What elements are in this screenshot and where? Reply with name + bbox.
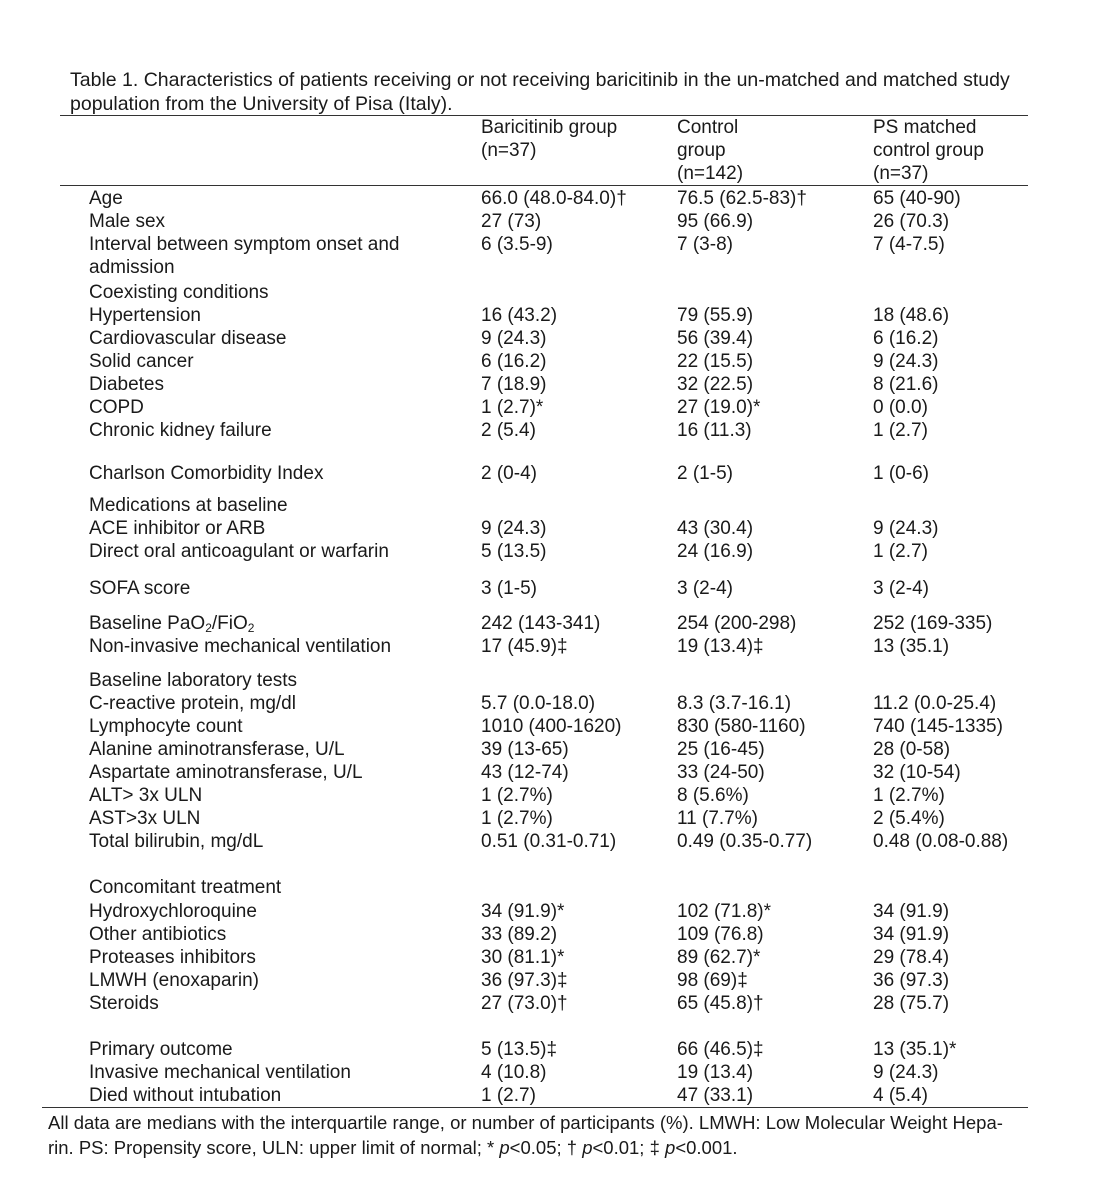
cell-control: 56 (39.4) bbox=[677, 328, 754, 349]
table-row bbox=[0, 900, 1098, 923]
table-row bbox=[0, 281, 1098, 304]
table-row bbox=[0, 187, 1098, 210]
cell-baricitinib: 1 (2.7%) bbox=[481, 785, 553, 806]
table-caption: Table 1. Characteristics of patients receiving or not receiving baricitinib in the un-matched and matched study population from the University of Pisa (Italy). bbox=[70, 69, 1010, 115]
cell-control: 89 (62.7)* bbox=[677, 947, 761, 968]
cell-control: 8 (5.6%) bbox=[677, 785, 749, 806]
cell-baricitinib: 1 (2.7%) bbox=[481, 808, 553, 829]
cell-control: 76.5 (62.5-83)† bbox=[677, 188, 807, 209]
cell-baricitinib: 43 (12-74) bbox=[481, 762, 569, 783]
row-label: Invasive mechanical ventilation bbox=[89, 1062, 351, 1083]
table-bottom-rule bbox=[42, 1107, 1028, 1108]
row-label bbox=[89, 612, 254, 635]
row-label: Lymphocyte count bbox=[89, 716, 243, 737]
table-row bbox=[0, 807, 1098, 830]
row-label: Chronic kidney failure bbox=[89, 420, 272, 441]
cell-baricitinib: 1010 (400-1620) bbox=[481, 716, 622, 737]
table-row bbox=[0, 635, 1098, 658]
cell-ps-matched: 3 (2-4) bbox=[873, 578, 929, 599]
cell-ps-matched: 7 (4-7.5) bbox=[873, 234, 945, 255]
cell-control: 254 (200-298) bbox=[677, 613, 797, 634]
footnote-line-1: All data are medians with the interquartile range, or number of participants (%). LMWH: Low Molecular Weight Hepa- bbox=[48, 1112, 1003, 1133]
table-row bbox=[0, 715, 1098, 738]
cell-ps-matched: 36 (97.3) bbox=[873, 970, 950, 991]
table-row bbox=[0, 692, 1098, 715]
cell-control: 25 (16-45) bbox=[677, 739, 765, 760]
cell-baricitinib: 33 (89.2) bbox=[481, 924, 558, 945]
table-row bbox=[0, 876, 1098, 899]
table-row bbox=[0, 327, 1098, 350]
row-label: SOFA score bbox=[89, 578, 191, 599]
footnote-p: p bbox=[665, 1137, 676, 1158]
cell-ps-matched: 11.2 (0.0-25.4) bbox=[873, 693, 997, 714]
table-row bbox=[0, 669, 1098, 692]
table-row bbox=[0, 350, 1098, 373]
cell-ps-matched: 1 (0-6) bbox=[873, 463, 929, 484]
table-row bbox=[0, 612, 1098, 635]
row-label: Aspartate aminotransferase, U/L bbox=[89, 762, 363, 783]
cell-baricitinib: 0.51 (0.31-0.71) bbox=[481, 831, 617, 852]
row-label: Concomitant treatment bbox=[89, 877, 282, 898]
row-label: AST>3x ULN bbox=[89, 808, 201, 829]
cell-baricitinib: 4 (10.8) bbox=[481, 1062, 547, 1083]
cell-baricitinib: 2 (0-4) bbox=[481, 463, 537, 484]
cell-baricitinib: 242 (143-341) bbox=[481, 613, 601, 634]
row-label: C-reactive protein, mg/dl bbox=[89, 693, 296, 714]
subscript: 2 bbox=[205, 621, 212, 635]
cell-ps-matched: 8 (21.6) bbox=[873, 374, 939, 395]
cell-ps-matched: 34 (91.9) bbox=[873, 924, 950, 945]
table-row bbox=[0, 1084, 1098, 1107]
footnote-text: rin. PS: Propensity score, ULN: upper limit of normal; * bbox=[48, 1137, 500, 1158]
cell-baricitinib: 9 (24.3) bbox=[481, 328, 547, 349]
cell-ps-matched: 9 (24.3) bbox=[873, 1062, 939, 1083]
cell-control: 79 (55.9) bbox=[677, 305, 754, 326]
table-row bbox=[0, 210, 1098, 233]
row-label: Baseline laboratory tests bbox=[89, 670, 298, 691]
table-row bbox=[0, 830, 1098, 853]
cell-ps-matched: 6 (16.2) bbox=[873, 328, 939, 349]
cell-baricitinib: 9 (24.3) bbox=[481, 518, 547, 539]
cell-baricitinib: 1 (2.7) bbox=[481, 1085, 536, 1106]
row-label: Cardiovascular disease bbox=[89, 328, 287, 349]
cell-baricitinib: 36 (97.3)‡ bbox=[481, 970, 568, 991]
cell-ps-matched: 26 (70.3) bbox=[873, 211, 950, 232]
row-label: Solid cancer bbox=[89, 351, 194, 372]
subscript: 2 bbox=[247, 621, 255, 635]
row-label: Alanine aminotransferase, U/L bbox=[89, 739, 345, 760]
cell-control: 66 (46.5)‡ bbox=[677, 1039, 764, 1060]
table-row bbox=[0, 304, 1098, 327]
row-label: Hydroxychloroquine bbox=[89, 901, 257, 922]
table-row bbox=[0, 373, 1098, 396]
row-label: Steroids bbox=[89, 993, 159, 1014]
cell-ps-matched: 18 (48.6) bbox=[873, 305, 950, 326]
row-label: Hypertension bbox=[89, 305, 201, 326]
row-label: ALT> 3x ULN bbox=[89, 785, 203, 806]
cell-control: 24 (16.9) bbox=[677, 541, 754, 562]
cell-ps-matched: 13 (35.1)* bbox=[873, 1039, 957, 1060]
row-label-part: /FiO bbox=[211, 613, 248, 634]
cell-ps-matched: 1 (2.7) bbox=[873, 420, 928, 441]
table-row bbox=[0, 992, 1098, 1015]
cell-baricitinib: 16 (43.2) bbox=[481, 305, 558, 326]
header-ps-line: PS matched bbox=[873, 117, 977, 138]
cell-ps-matched: 9 (24.3) bbox=[873, 351, 939, 372]
row-label: Coexisting conditions bbox=[89, 282, 269, 303]
table-row bbox=[0, 784, 1098, 807]
table-row bbox=[0, 517, 1098, 540]
footnote-p: p bbox=[582, 1137, 593, 1158]
table-row bbox=[0, 1038, 1098, 1061]
cell-ps-matched: 13 (35.1) bbox=[873, 636, 950, 657]
cell-control: 22 (15.5) bbox=[677, 351, 754, 372]
row-label: Proteases inhibitors bbox=[89, 947, 256, 968]
cell-control: 102 (71.8)* bbox=[677, 901, 772, 922]
cell-baricitinib: 66.0 (48.0-84.0)† bbox=[481, 188, 627, 209]
cell-ps-matched: 0 (0.0) bbox=[873, 397, 928, 418]
cell-control: 65 (45.8)† bbox=[677, 993, 764, 1014]
cell-baricitinib: 6 (16.2) bbox=[481, 351, 547, 372]
cell-baricitinib: 5 (13.5) bbox=[481, 541, 547, 562]
cell-ps-matched: 28 (0-58) bbox=[873, 739, 951, 760]
cell-baricitinib: 30 (81.1)* bbox=[481, 947, 565, 968]
table-row bbox=[0, 946, 1098, 969]
row-label: Diabetes bbox=[89, 374, 164, 395]
cell-control: 95 (66.9) bbox=[677, 211, 754, 232]
cell-baricitinib: 5 (13.5)‡ bbox=[481, 1039, 558, 1060]
header-bottom-rule bbox=[60, 185, 1028, 186]
row-label: Total bilirubin, mg/dL bbox=[89, 831, 264, 852]
cell-control: 16 (11.3) bbox=[677, 420, 752, 441]
header-ps-matched bbox=[873, 116, 984, 185]
cell-control: 32 (22.5) bbox=[677, 374, 754, 395]
footnote-text: <0.05; † bbox=[509, 1137, 583, 1158]
header-control-line: (n=142) bbox=[677, 163, 744, 184]
footnote-p: p bbox=[499, 1137, 510, 1158]
cell-control: 109 (76.8) bbox=[677, 924, 764, 945]
cell-control: 0.49 (0.35-0.77) bbox=[677, 831, 813, 852]
cell-control: 43 (30.4) bbox=[677, 518, 754, 539]
row-label: COPD bbox=[89, 397, 144, 418]
table-row bbox=[0, 494, 1098, 517]
header-baricitinib bbox=[481, 116, 617, 162]
header-control-line: group bbox=[677, 140, 726, 161]
cell-control: 3 (2-4) bbox=[677, 578, 733, 599]
row-label: Other antibiotics bbox=[89, 924, 227, 945]
header-ps-line: control group bbox=[873, 140, 984, 161]
cell-ps-matched: 65 (40-90) bbox=[873, 188, 961, 209]
table-row bbox=[0, 1061, 1098, 1084]
row-label: Age bbox=[89, 188, 123, 209]
cell-ps-matched: 34 (91.9) bbox=[873, 901, 950, 922]
cell-ps-matched: 1 (2.7%) bbox=[873, 785, 945, 806]
cell-control: 27 (19.0)* bbox=[677, 397, 761, 418]
row-label-part: Baseline PaO bbox=[89, 613, 206, 634]
cell-control: 98 (69)‡ bbox=[677, 970, 748, 991]
row-label: Primary outcome bbox=[89, 1039, 233, 1060]
header-control bbox=[677, 116, 743, 185]
cell-ps-matched: 740 (145-1335) bbox=[873, 716, 1003, 737]
cell-baricitinib: 17 (45.9)‡ bbox=[481, 636, 568, 657]
table-row bbox=[0, 462, 1098, 485]
cell-control: 33 (24-50) bbox=[677, 762, 765, 783]
row-label: Medications at baseline bbox=[89, 495, 288, 516]
table-row bbox=[0, 738, 1098, 761]
header-ps-line: (n=37) bbox=[873, 163, 929, 184]
cell-baricitinib: 5.7 (0.0-18.0) bbox=[481, 693, 596, 714]
row-label: LMWH (enoxaparin) bbox=[89, 970, 259, 991]
table-row bbox=[0, 233, 1098, 256]
row-label: Interval between symptom onset and bbox=[89, 234, 400, 255]
cell-baricitinib: 2 (5.4) bbox=[481, 420, 536, 441]
cell-ps-matched: 1 (2.7) bbox=[873, 541, 928, 562]
cell-control: 19 (13.4)‡ bbox=[677, 636, 764, 657]
header-baricitinib-line: (n=37) bbox=[481, 140, 537, 161]
cell-ps-matched: 29 (78.4) bbox=[873, 947, 950, 968]
cell-control: 2 (1-5) bbox=[677, 463, 733, 484]
table-row bbox=[0, 577, 1098, 600]
footnote-text: <0.001. bbox=[675, 1137, 738, 1158]
table-row bbox=[0, 396, 1098, 419]
header-baricitinib-line: Baricitinib group bbox=[481, 117, 618, 138]
header-control-line: Control bbox=[677, 117, 739, 138]
cell-baricitinib: 34 (91.9)* bbox=[481, 901, 565, 922]
table-row bbox=[0, 969, 1098, 992]
table-row bbox=[0, 540, 1098, 563]
footnote-text: <0.01; ‡ bbox=[592, 1137, 666, 1158]
cell-ps-matched: 0.48 (0.08-0.88) bbox=[873, 831, 1009, 852]
table-row bbox=[0, 256, 1098, 279]
table-row bbox=[0, 761, 1098, 784]
cell-baricitinib: 3 (1-5) bbox=[481, 578, 537, 599]
table-row bbox=[0, 419, 1098, 442]
row-label: Died without intubation bbox=[89, 1085, 282, 1106]
cell-baricitinib: 27 (73.0)† bbox=[481, 993, 568, 1014]
row-label: admission bbox=[89, 257, 175, 278]
cell-ps-matched: 28 (75.7) bbox=[873, 993, 950, 1014]
cell-ps-matched: 4 (5.4) bbox=[873, 1085, 928, 1106]
row-label: Charlson Comorbidity Index bbox=[89, 463, 324, 484]
cell-ps-matched: 32 (10-54) bbox=[873, 762, 961, 783]
row-label: Non-invasive mechanical ventilation bbox=[89, 636, 392, 657]
row-label: ACE inhibitor or ARB bbox=[89, 518, 266, 539]
cell-control: 7 (3-8) bbox=[677, 234, 733, 255]
cell-control: 11 (7.7%) bbox=[677, 808, 758, 829]
row-label: Direct oral anticoagulant or warfarin bbox=[89, 541, 389, 562]
cell-baricitinib: 39 (13-65) bbox=[481, 739, 569, 760]
cell-baricitinib: 6 (3.5-9) bbox=[481, 234, 553, 255]
cell-control: 47 (33.1) bbox=[677, 1085, 754, 1106]
cell-baricitinib: 1 (2.7)* bbox=[481, 397, 544, 418]
cell-control: 830 (580-1160) bbox=[677, 716, 806, 737]
cell-baricitinib: 7 (18.9) bbox=[481, 374, 547, 395]
cell-ps-matched: 252 (169-335) bbox=[873, 613, 993, 634]
cell-ps-matched: 9 (24.3) bbox=[873, 518, 939, 539]
table-footnote bbox=[48, 1110, 1048, 1160]
cell-ps-matched: 2 (5.4%) bbox=[873, 808, 945, 829]
cell-control: 19 (13.4) bbox=[677, 1062, 754, 1083]
cell-baricitinib: 27 (73) bbox=[481, 211, 542, 232]
cell-control: 8.3 (3.7-16.1) bbox=[677, 693, 792, 714]
row-label: Male sex bbox=[89, 211, 166, 232]
table-row bbox=[0, 923, 1098, 946]
footnote-line-2 bbox=[48, 1135, 1048, 1160]
